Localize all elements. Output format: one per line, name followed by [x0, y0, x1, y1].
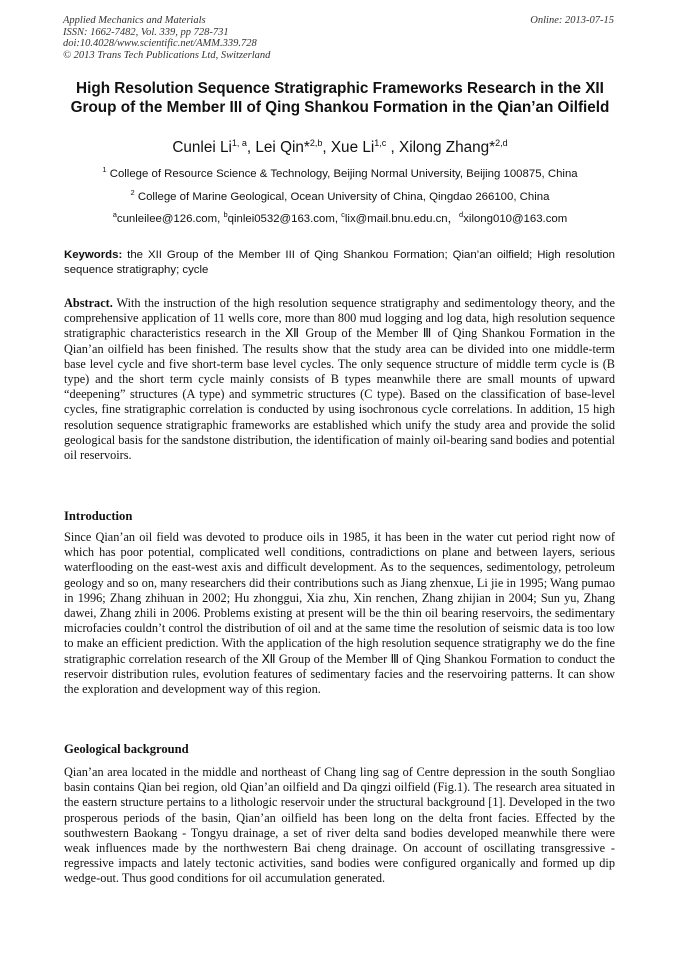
abstract-text: With the instruction of the high resolution sequence stratigraphy and sedimentology theory, and the comprehensive application of 11 wells core, more than 800 mud logging and log data, high resolution sequence stratigraphic characteristics research in the Ⅻ Group of the Member Ⅲ of Qing Shankou Formation in the Qian’an oilfield has been finished. The results show that the study area can be divided into one middle-term base level cycle and five short-term base level cycles. The only sequence structure of middle term cycle is (B type) and the short term cycle mainly consists of B types meanwhile there are small mounts of upward “deepening” structures (A type) and symmetric structures (C type). Based on the classification of base-level cycles, fine stratigraphic correlation is conducted by using isochronous cycle correlations. In addition, 15 high resolution sequence stratigraphic frameworks are established which unify the study area and provide the solid geological basis for the sandstone distribution, the identification of mainly oil-bearing sand bodies and potential oil reservoirs. — [64, 296, 615, 463]
online-date: Online: 2013-07-15 — [530, 15, 614, 26]
author-superscript: 1, a — [231, 138, 247, 148]
email-link[interactable]: cunleilee@126.com, — [116, 213, 224, 225]
copyright-line: © 2013 Trans Tech Publications Ltd, Switzerland — [63, 49, 271, 61]
geological-background-text: Qian’an area located in the middle and northeast of Chang ling sag of Centre depression in the south Songliao basin contains Qian bei region, old Qian’an oilfield and Da qingzi oilfield (Fig.1). The research area situated in the eastern structure pertains to a lithologic reservoir under the structural background [1]. Developed in the two prosperous periods of the basin, Qian’an oilfield has been long on the delta front facies. Effected by the southwestern Baokang - Tongyu drainage, a set of river delta sand bodies developed meanwhile there were weak influences made by the northwestern Bai cheng drainage. On account of oscillating transgressive - regressive impacts and lately tectonic activities, sand bodies were configured organically and formed up dip wedge-out. Thus good conditions for oil accumulation generated. — [64, 765, 615, 886]
abstract-label: Abstract. — [64, 296, 113, 310]
email-superscript: c — [341, 210, 345, 219]
paper-title: High Resolution Sequence Stratigraphic Frameworks Research in the XII Group of the Member III of Qing Shankou Formation in the Qian’an Oilfield — [70, 80, 610, 117]
journal-name: Applied Mechanics and Materials — [63, 15, 206, 26]
email-link[interactable]: qinlei0532@163.com, — [227, 213, 342, 225]
affiliation-superscript: 2 — [130, 188, 135, 197]
email-link[interactable]: lix@mail.bnu.edu.cn， — [344, 213, 460, 225]
author-list: Cunlei Li$^{1, a}$, Lei Qin*$^{2,b}$, Xue Li$^{1,c}$ , Xilong Zhang*$^{2,d}$ — [172, 138, 508, 156]
introduction-text: Since Qian’an oil field was devoted to produce oils in 1985, it has been in the water cut period right now of which has poor potential, complicated well conditions, contradictions on plane and between layers, serious waterflooding on the east-west axis and difficult development. As to the sequences, sedimentology, petroleum geology and so on, many researchers did their contributions such as Jiang zhenxue, Li jie in 1995; Wang pumao in 1996; Zhang zhihuan in 2002; Hu zhonggui, Xia zhu, Xin renchen, Zhang zhijian in 2004; Sun yu, Zhang dawei, Zhang zhili in 2006. Problems existing at present will be the thin oil bearing reservoirs, the sedimentary microfacies couldn’t control the distribution of oil and at the same time the resolution of seismic data is too low to make an efficient prediction. With the application of the high resolution sequence stratigraphy we do the fine stratigraphic correlation research of the Ⅻ Group of the Member Ⅲ of Qing Shankou Formation to conduct the reservoir distribution rules, evolution features of sedimentary facies and the reservoiring patterns. It can show the exploration and development way of this region. — [64, 530, 615, 697]
author-name: Xilong Zhang* — [399, 139, 496, 156]
author-superscript: 2,b — [309, 138, 323, 148]
affiliation-text: College of Marine Geological, Ocean University of China, Qingdao 266100, China — [137, 191, 550, 203]
affiliation-1 — [30, 167, 650, 181]
email-superscript: a — [112, 210, 117, 219]
author-name: Xue Li — [330, 139, 375, 156]
email-link[interactable]: xilong010@163.com — [463, 213, 568, 225]
affiliation-text: College of Resource Science & Technology, Beijing Normal University, Beijing 100875, China — [109, 168, 578, 180]
keywords-label: Keywords: — [64, 249, 123, 261]
affiliation-2 — [30, 190, 650, 204]
keywords — [64, 248, 615, 278]
author-name: Cunlei Li — [172, 139, 232, 156]
email-superscript: b — [223, 210, 228, 219]
abstract — [64, 296, 615, 463]
author-superscript: 2,d — [495, 138, 508, 148]
geological-background-heading: Geological background — [64, 742, 189, 756]
author-name: Lei Qin* — [255, 139, 310, 156]
issn-line: ISSN: 1662-7482, Vol. 339, pp 728-731 — [63, 26, 229, 38]
journal-header — [63, 15, 618, 61]
affiliation-superscript: 1 — [102, 165, 107, 174]
keywords-text: the XII Group of the Member III of Qing Shankou Formation; Qian’an oilfield; High resolution sequence stratigraphy; cycle — [64, 249, 615, 276]
email-list — [30, 212, 650, 226]
doi-line: doi:10.4028/www.scientific.net/AMM.339.728 — [63, 38, 257, 50]
email-superscript: d — [459, 210, 464, 219]
author-superscript: 1,c — [374, 138, 387, 148]
introduction-heading: Introduction — [64, 509, 133, 523]
